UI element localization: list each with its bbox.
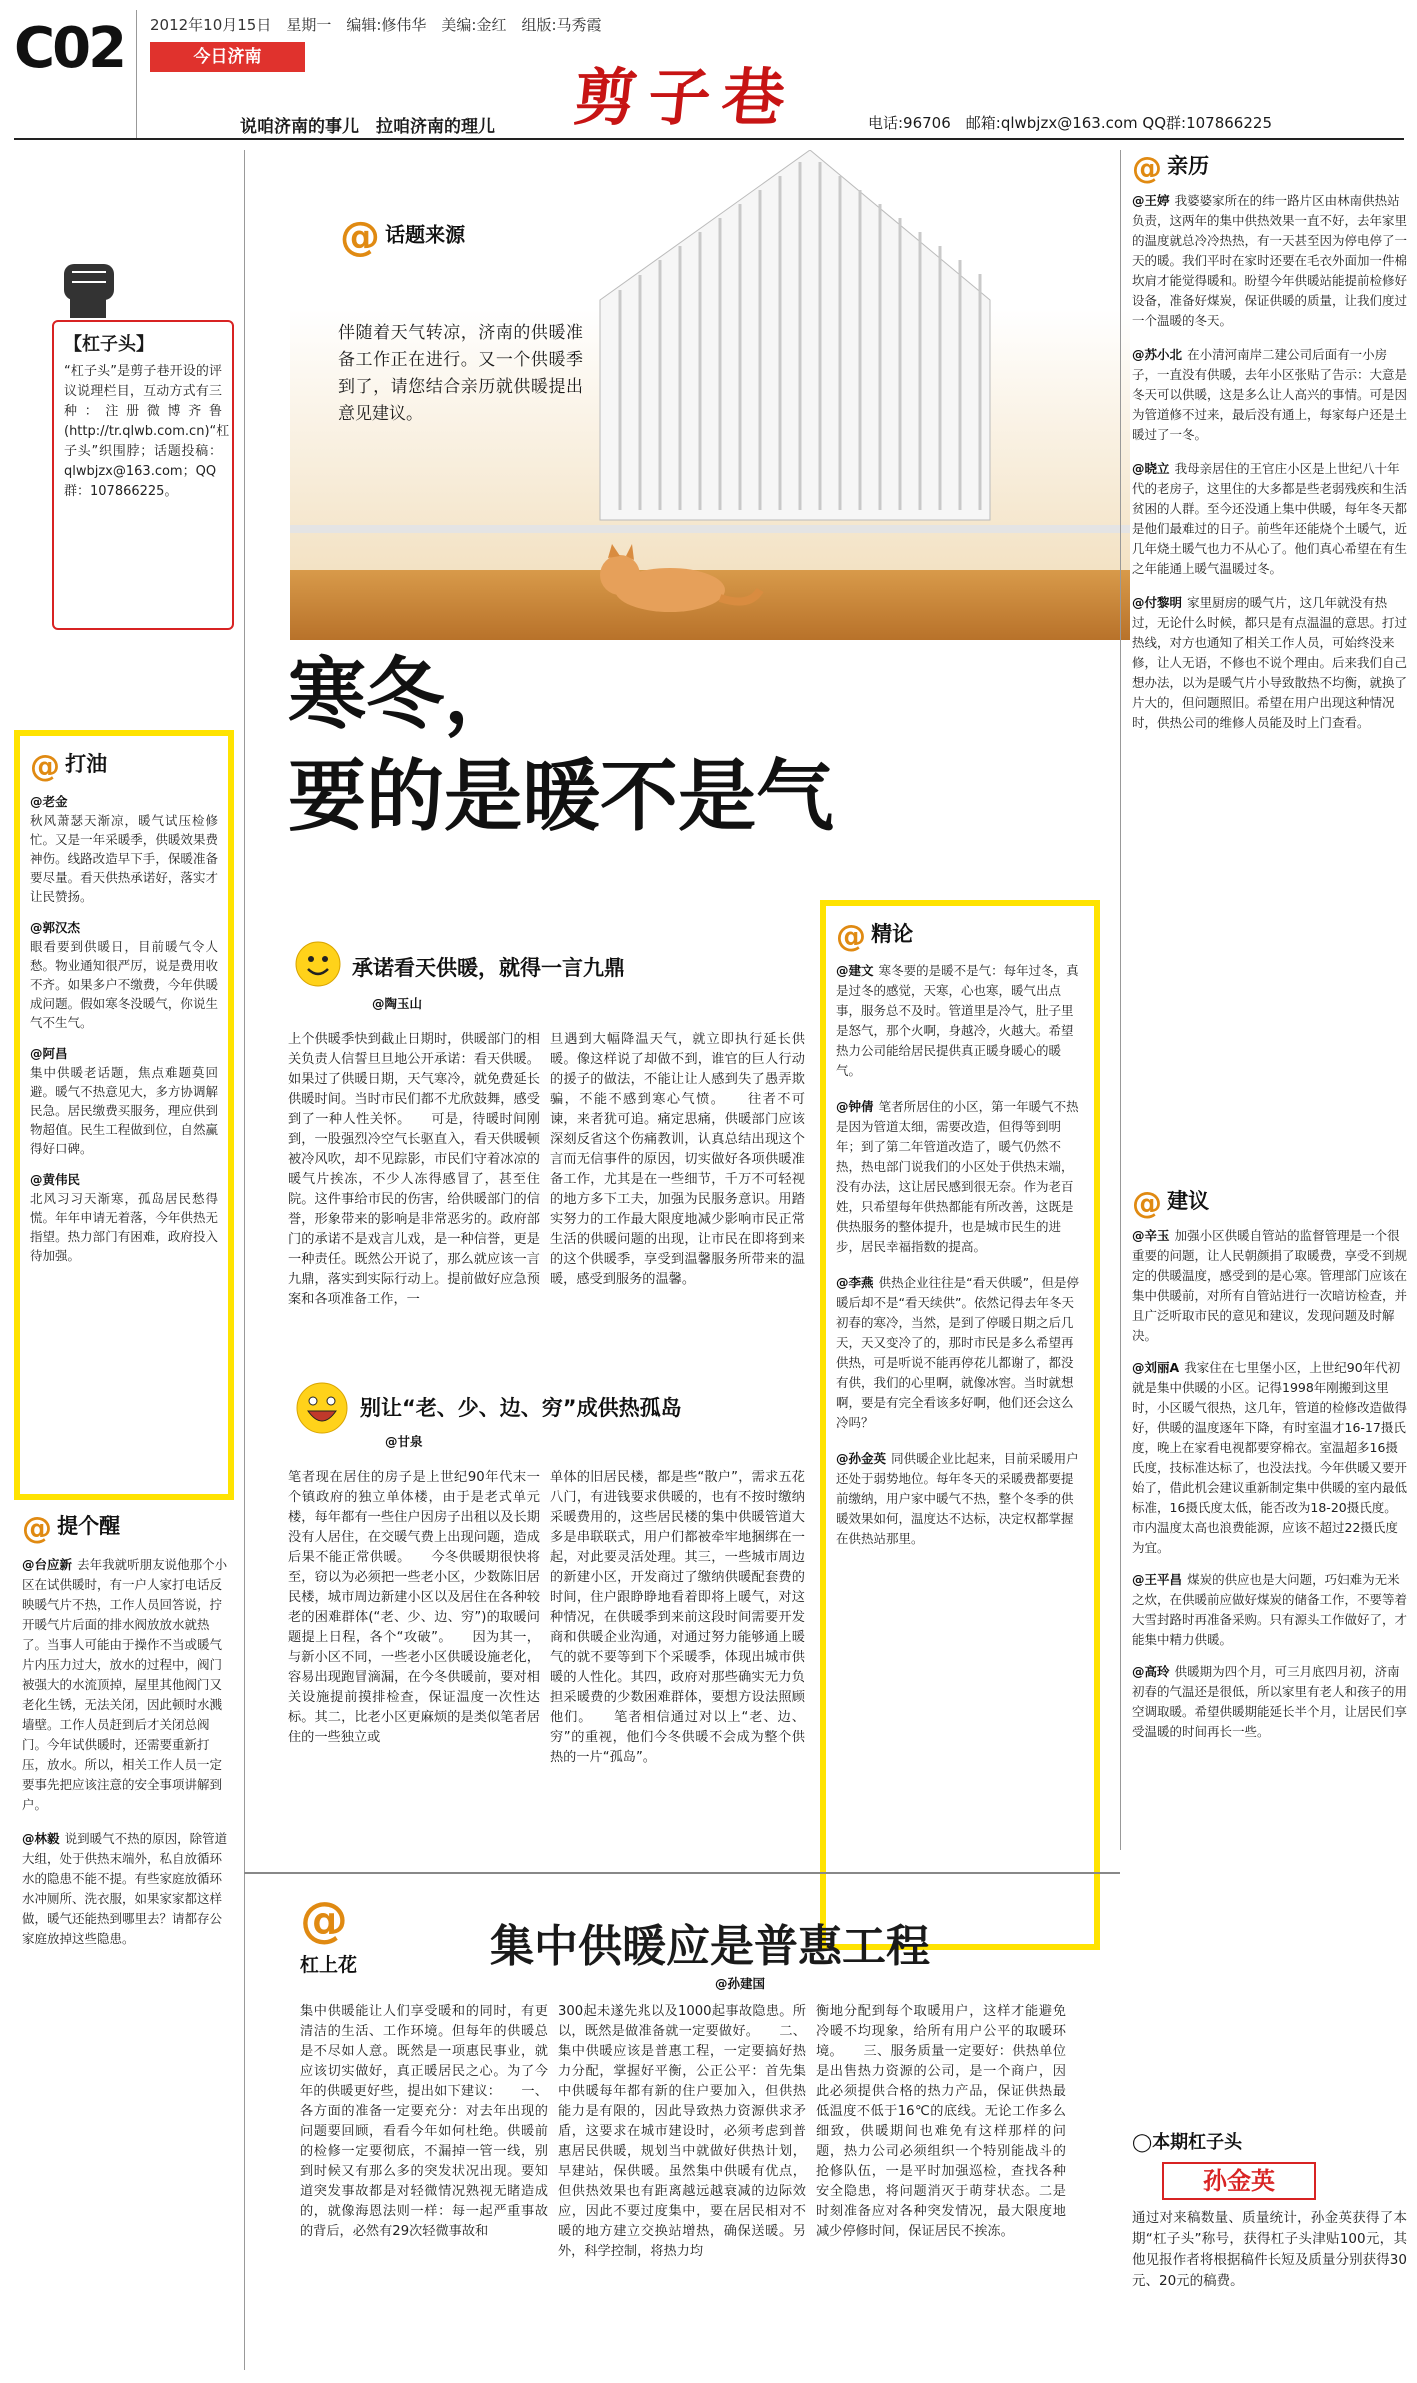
column-divider [1120,150,1121,1850]
article3-col3: 衡地分配到每个取暖用户，这样才能避免冷暖不均现象，给所有用户公平的取暖环境。 三、服务质量一定要好：供热单位是出售热力资源的公司，是一个商户，因此必须提供合格的热力产品，保证供热最低温度不低于16℃的底线。无论工作多么细致，供暖期间也难免有这样那样的问题，热力公司必须组织一个特别能战斗的抢修队伍，一是平时加强巡检，查找各种安全隐患，将问题消灭于萌芽状态。二是时刻准备应对各种突发情况，最大限度地减少停修时间，保证居民不挨冻。 [816,2004,1066,2239]
entry-text: 煤炭的供应也是大问题，巧妇难为无米之炊，在供暖前应做好煤炭的储备工作，不要等着大雪封路时再准备采购。只有源头工作做好了，才能集中精力供暖。 [1132,1572,1408,1647]
column-logo: 剪子巷 [570,61,801,134]
entry-text: 去年我就听朋友说他那个小区在试供暖时，有一户人家打电话反映暖气片不热，工作人员回答说，拧开暖气片后面的排水阀放放水就热了。当事人可能由于操作不当或暖气片内压力过大，放水的过程中，阀门被强大的水流顶掉，屋里其他阀门又老化生锈，无法关闭，因此顿时水溅墙壁。工作人员赶到后才关闭总阀门。今年试供暖时，还需要重新打压，放水。所以，相关工作人员一定要事先把应该注意的安全事项讲解到户。 [22,1557,228,1812]
header-divider [136,10,137,138]
entry-text: 北风习习天渐寒，孤岛居民愁得慌。年年申请无着落，今年供热无指望。热力部门有困难，政府投入待加强。 [30,1191,218,1263]
entry-author: @黄伟民 [30,1172,81,1187]
qinli-entry-3 [1132,458,1407,578]
article1-author: @陶玉山 [372,996,423,1011]
tixing-entry-1 [22,1554,234,1814]
entry-author: @孙金英 [836,1451,887,1466]
at-icon: @ [22,1511,52,1546]
jinglun-header [836,918,1084,954]
gangzitou-intro-box [52,320,234,630]
jinglun-section [820,900,1100,1950]
at-icon: @ [1132,1186,1162,1221]
at-icon: @ [30,749,60,784]
jinglun-label: 精论 [871,922,914,946]
entry-text: 供暖期为四个月，可三月底四月初，济南初春的气温还是很低，所以家里有老人和孩子的用空调取暖。希望供暖期能延长半个月，让居民们享受温暖的时间再长一些。 [1132,1664,1408,1739]
entry-text: 我母亲居住的王官庄小区是上世纪八十年代的老房子，这里住的大多都是些老弱残疾和生活贫困的人群。至今还没通上集中供暖，每年冬天都是他们最难过的日子。前些年还能烧个土暖气，近几年烧土暖气也力不从心了。他们真心希望在有生之年能通上暖气温暖过冬。 [1132,461,1408,576]
jianyi-header [1132,1185,1407,1221]
laughing-face-icon [294,1380,350,1436]
smiley-icon [294,940,342,988]
entry-author: @台应新 [22,1557,73,1572]
youyou-entry-3 [30,1044,218,1158]
bottom-rule [244,1872,1120,1874]
entry-author: @阿昌 [30,1046,68,1061]
youyou-label: 打油 [65,752,108,776]
jinglun-entry-2 [836,1096,1084,1256]
entry-text: 加强小区供暖自管站的监督管理是一个很重要的问题，让人民朝颜捐了取暖费，享受不到规定的供暖温度，感受到的是心寒。管理部门应该在集中供暖前，对所有自管站进行一次暗访检查，并且广泛听取市民的意见和建议，发现问题及时解决。 [1132,1228,1408,1343]
topic-label: 话题来源 [385,222,466,247]
youyou-entry-1 [30,792,218,906]
youyou-entry-4 [30,1170,218,1265]
column-divider [244,150,245,2370]
gangzitou-title: 【杠子头】 [64,334,154,355]
qinli-entry-2 [1132,344,1407,444]
entry-text: 供热企业往往是“看天供暖”，但是停暖后却不是“看天续供”。依然记得去年冬天初春的寒冷，当然，是到了停暖日期之后几天，天又变冷了的，那时市民是多么希望再供热，可是听说不能再停花儿都谢了，都没有供，我们的心里啊，就像冰窖。当时就想啊，要是有完全看该多好啊，他们还会这么冷吗？ [836,1275,1080,1430]
tixing-section [22,1510,234,2370]
entry-text: 寒冬要的是暖不是气：每年过冬，真是过冬的感觉，天寒，心也寒，暖气出点事，服务总不及时。管道里是冷气，肚子里是怒气，那个火啊，身越冷，火越大。希望热力公司能给居民提供真正暖身暖心的暖气。 [836,963,1079,1078]
entry-text: 眼看要到供暖日，目前暖气令人愁。物业通知很严厉，说是费用收不齐。如果多户不缴费，今年供暖成问题。假如寒冬没暖气，你说生气不生气。 [30,939,218,1030]
jianyi-label: 建议 [1167,1189,1210,1213]
at-icon: @ [300,1892,348,1948]
section-tag: 今日济南 [150,42,305,72]
entry-author: @辛玉 [1132,1228,1170,1243]
at-icon: @ [340,214,380,260]
article2-col2: 单体的旧居民楼，都是些“散户”，需求五花八门，有进钱要求供暖的，也有不按时缴纳采暖费用的，这些居民楼的集中供暖管道大多是串联联式，用户们都被牵牢地捆绑在一起，对此要灵活处理。其三，一些城市周边的新建小区，开发商过了缴纳供暖配套费的时间，住户跟睁睁地看着即将上暖气，对这种情况，在供暖季到来前这段时间需要开发商和供暖企业沟通，对通过努力能够通上暖气的就不要等到下个采暖季，体现出城市供暖的人性化。其四，政府对那些确实无力负担采暖费的少数困难群体，要想方设法照顾他们。 笔者相信通过对以上“老、边、穷”的重视，他们今冬供暖不会成为整个供热的一片“孤岛”。 [550,1470,805,1765]
entry-author: @建文 [836,963,874,978]
jianyi-section [1132,1185,1407,1741]
qinli-entry-4 [1132,592,1407,732]
entry-text: 集中供暖老话题，焦点难题莫回避。暖气不热意见大，多方协调解民急。居民缴费买服务，理应供到物超值。民生工程做到位，自然赢得好口碑。 [30,1065,218,1156]
article3-col2: 300起未遂先兆以及1000起事故隐患。所以，既然是做准备就一定要做好。 二、集中供暖应该是普惠工程，一定要搞好热力分配，掌握好平衡，公正公平：首先集中供暖每年都有新的住户要加入，但供热能力是有限的，因此导致热力资源供求矛盾，这要求在城市建设时，必须考虑到普惠居民供暖，规划当中就做好供热计划，早建站，保供暖。虽然集中供暖有优点，但供热效果也有距离越远越衰减的边际效应，因此不要过度集中，要在居民相对不暖的地方建立交换站增热，确保送暖。另外，科学控制，将热力均 [558,2004,806,2259]
youyou-header [30,748,218,784]
entry-author: @钟倩 [836,1099,874,1114]
article2-col1: 笔者现在居住的房子是上世纪90年代末一个镇政府的独立单体楼，由于是老式单元楼，每年都有一些住户因房子出租以及长期没有人居住，在交暖气费上出现问题，造成后果不能正常供暖。 今冬供暖期很快将至，窃以为必须把一些老小区，少数陈旧居民楼，城市周边新建小区以及居住在各种较老的困难群体(“老、少、边、穷”)的取暖问题提上日程，各个“攻破”。 因为其一，与新小区不同，一些老小区供暖设施老化，容易出现跑冒滴漏，在今冬供暖前，要对相关设施提前摸排检查，保证温度一次性达标。其二，比老小区更麻烦的是类似笔者居住的一些独立或 [288,1470,540,1745]
contact-info: 电话:96706 邮箱:qlwbjzx@163.com QQ群:107866225 [868,114,1272,132]
jinglun-entry-3 [836,1272,1084,1432]
at-icon: @ [836,919,866,954]
jinglun-entry-4 [836,1448,1084,1548]
entry-author: @付黎明 [1132,595,1183,610]
article3-author: @孙建国 [715,1976,766,1991]
entry-author: @老金 [30,794,68,809]
youyou-entry-2 [30,918,218,1032]
article3-title: 集中供暖应是普惠工程 [490,1921,930,1972]
current-text: 通过对来稿数量、质量统计，孙金英获得了本期“杠子头”称号，获得杠子头津贴100元，其他见报作者将根据稿件长短及质量分别获得30元、20元的稿费。 [1132,2210,1407,2289]
fist-icon [58,250,120,320]
tixing-header [22,1510,234,1546]
entry-text: 我家住在七里堡小区，上世纪90年代初就是集中供暖的小区。记得1998年刚搬到这里时，小区暖气很热，这几年，管道的检修改造做得好，供暖的温度逐年下降，有时室温才16-17摄氏度，晚上在家看电视都要穿棉衣。室温超多16摄氏度，技标准达标了，也没法找。今年供暖又要开始了，借此机会建议重新制定集中供暖的室内最低标准，16摄氏度太低，能否改为18-20摄氏度。市内温度太高也浪费能源，应该不超过22摄氏度为宜。 [1132,1360,1408,1555]
entry-text: 家里厨房的暖气片，这几年就没有热过，无论什么时候，都只是有点温温的意思。打过热线，对方也通知了相关工作人员，可始终没来修，让人无语，不修也不说个理由。后来我们自己想办法，以为是暖气片小导致散热不均衡，就换了片大的，但问题照旧。希望在用户出现这种情况时，供热公司的维修人员能及时上门查看。 [1132,595,1408,730]
article3-kicker [300,1892,357,1977]
current-label-text: 本期杠子头 [1152,2132,1243,2153]
entry-author: @王婷 [1132,193,1170,208]
current-label: ◯本期杠子头 [1132,2132,1243,2153]
current-winner-name: 孙金英 [1162,2162,1316,2200]
entry-text: 我婆婆家所在的纬一路片区由林南供热站负责，这两年的集中供热效果一直不好，去年家里的温度就总冷冷热热，有一天甚至因为停电停了一天的暖。我们平时在家时还要在毛衣外面加一件棉坎肩才能觉得暖和。盼望今年供暖站能提前检修好设备，准备好煤炭，保证供暖的质量，让我们度过一个温暖的冬天。 [1132,193,1408,328]
youyou-section [14,730,234,1500]
tixing-label: 提个醒 [57,1514,121,1538]
article3-kicker-label: 杠上花 [300,1954,358,1976]
entry-author: @高玲 [1132,1664,1170,1679]
headline-line-2: 要的是暖不是气 [288,752,835,842]
topic-header [340,214,465,260]
jianyi-entry-2 [1132,1357,1407,1557]
entry-author: @王平昌 [1132,1572,1183,1587]
gangzitou-text: “杠子头”是剪子巷开设的评议说理栏目，互动方式有三种：注册微博齐鲁(http://tr.qlwb.com.cn)“杠子头”织围脖；话题投稿：qlwbjzx@163.com；QQ群：107866225。 [64,364,230,499]
jianyi-entry-3 [1132,1569,1407,1649]
entry-text: 同供暖企业比起来，目前采暖用户还处于弱势地位。每年冬天的采暖费都要提前缴纳，用户家中暖气不热，整个冬季的供暖效果如何，温度达不达标，决定权都掌握在供热站那里。 [836,1451,1079,1546]
entry-author: @林毅 [22,1831,60,1846]
entry-text: 在小清河南岸二建公司后面有一小房子，一直没有供暖，去年小区张贴了告示：大意是冬天可以供暖，这是多么让人高兴的事情。可是因为管道修不过来，最后没有通上，每家每户还是土暖过了一冬。 [1132,347,1408,442]
jinglun-entry-1 [836,960,1084,1080]
headline-line-1: 寒冬， [288,650,523,740]
current-gangzitou [1132,2128,1407,2292]
entry-author: @郭汉杰 [30,920,81,935]
topic-text: 伴随着天气转凉，济南的供暖准备工作正在进行。又一个供暖季到了，请您结合亲历就供暖提出意见建议。 [338,323,583,424]
entry-text: 说到暖气不热的原因，除管道大组，处于供热末端外，私自放循环水的隐患不能不提。有些家庭放循环水冲厕所、洗衣服，如果家家都这样做，暖气还能热到哪里去？请都存公家庭放掉这些隐患。 [22,1831,228,1946]
article1-col1: 上个供暖季快到截止日期时，供暖部门的相关负责人信誓旦旦地公开承诺：看天供暖。如果过了供暖日期，天气寒冷，就免费延长供暖时间。当时市民们都不尤欣鼓舞，感受到了一种人性关怀。 可是，待暖时间刚到，一股强烈冷空气长驱直入，看天供暖顿被冷风吹，却不见踪影，市民们守着冰凉的暖气片挨冻，不少人冻得感冒了，甚至住院。这件事给市民的伤害，给供暖部门的信誉，形象带来的影响是非常恶劣的。政府部门的承诺不是戏言儿戏，是一种信誉，更是一种责任。既然公开说了，那么就应该一言九鼎，落实到实际行动上。提前做好应急预案和各项准备工作，一 [288,1032,540,1307]
article2-author: @甘泉 [385,1434,423,1449]
at-icon: @ [1132,151,1162,186]
qinli-section [1132,150,1407,732]
qinli-label: 亲历 [1167,154,1210,178]
entry-author: @李燕 [836,1275,874,1290]
issue-meta: 2012年10月15日 星期一 编辑:修伟华 美编:金红 组版:马秀霞 [150,16,602,34]
article1-title: 承诺看天供暖，就得一言九鼎 [352,956,625,980]
entry-text: 秋风萧瑟天渐凉，暖气试压检修忙。又是一年采暖季，供暖效果费神伤。线路改造早下手，保暖准备要尽量。看天供热承诺好，落实才让民赞扬。 [30,813,218,904]
header-rule [14,138,1404,140]
jianyi-entry-1 [1132,1225,1407,1345]
article1-col2: 旦遇到大幅降温天气，就立即执行延长供暖。像这样说了却做不到，谁官的巨人行动的援子的做法，不能让让人感到失了愚弄欺骗，不能不感到寒心气愤。 往者不可谏，来者犹可追。痛定思痛，供暖部门应该深刻反省这个伤痛教训，认真总结出现这个言而无信事件的原因，切实做好各项供暖准备工作，尤其是在一些细节，千万不可轻视的地方多下工夫，加强为民服务意识。用踏实努力的工作最大限度地减少影响市民正常生活的供暖问题的出现，让市民在即将到来的这个供暖季，享受到温馨服务所带来的温暖，感受到服务的温馨。 [550,1032,805,1287]
column-slogan: 说咱济南的事儿 拉咱济南的理儿 [240,117,495,137]
article2-title: 别让“老、少、边、穷”成供热孤岛 [360,1396,682,1420]
qinli-header [1132,150,1407,186]
qinli-entry-1 [1132,190,1407,330]
jianyi-entry-4 [1132,1661,1407,1741]
entry-author: @刘丽A [1132,1360,1180,1375]
entry-author: @晓立 [1132,461,1170,476]
page-number: C02 [14,16,125,81]
entry-author: @苏小北 [1132,347,1183,362]
tixing-entry-2 [22,1828,234,1948]
entry-text: 笔者所居住的小区，第一年暖气不热是因为管道太细，需要改造，但得等到明年；到了第二年管道改造了，暖气仍然不热，热电部门说我们的小区处于供热末端，没有办法，这让居民感到很无奈。作为老百姓，只希望每年供热都能有所改善，这既是供热服务的整体提升，也是城市民生的进步，居民幸福指数的提高。 [836,1099,1079,1254]
article3-col1: 集中供暖能让人们享受暖和的同时，有更清洁的生活、工作环境。但每年的供暖总是不尽如人意。既然是一项惠民事业，就应该切实做好，真正暖居民之心。为了今年的供暖更好些，提出如下建议： 一、各方面的准备一定要充分：对去年出现的问题要回顾，看看今年如何杜绝。供暖前的检修一定要彻底，不漏掉一管一线，别到时候又有那么多的突发状况出现。要知道突发事故都是对轻微情况熟视无睹造成的，就像海恩法则一样：每一起严重事故的背后，必然有29次轻微事故和 [300,2004,548,2239]
